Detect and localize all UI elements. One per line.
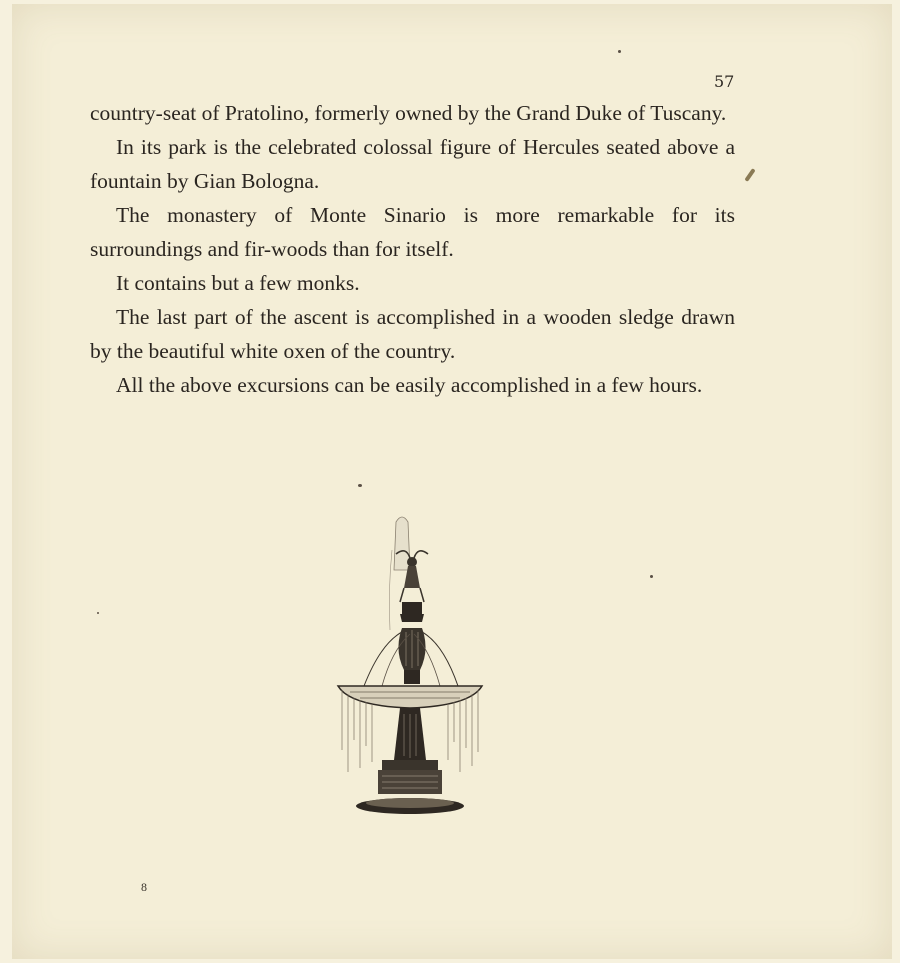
paragraph-continued: country-seat of Pratolino, formerly owned by the Grand Duke of Tuscany. (90, 101, 727, 125)
fountain-engraving-icon (330, 510, 490, 820)
paper-speck (358, 484, 362, 487)
paragraph: The last part of the ascent is accomplished in a wooden sledge drawn by the beautiful white oxen of the country. (90, 305, 735, 363)
paper-speck (650, 575, 653, 578)
paragraph: All the above excursions can be easily accomplished in a few hours. (116, 373, 703, 397)
paragraph: In its park is the celebrated colossal figure of Hercules seated above a fountain by Gian Bologna. (90, 135, 735, 193)
paragraph: It contains but a few monks. (116, 271, 360, 295)
body-text (90, 96, 735, 402)
page-number: 57 (714, 72, 735, 91)
paper-speck (97, 612, 99, 614)
paper-speck (618, 50, 621, 53)
paragraph: The monastery of Monte Sinario is more remarkable for its surroundings and fir-woods than for itself. (90, 203, 735, 261)
signature-mark: 8 (141, 880, 147, 894)
